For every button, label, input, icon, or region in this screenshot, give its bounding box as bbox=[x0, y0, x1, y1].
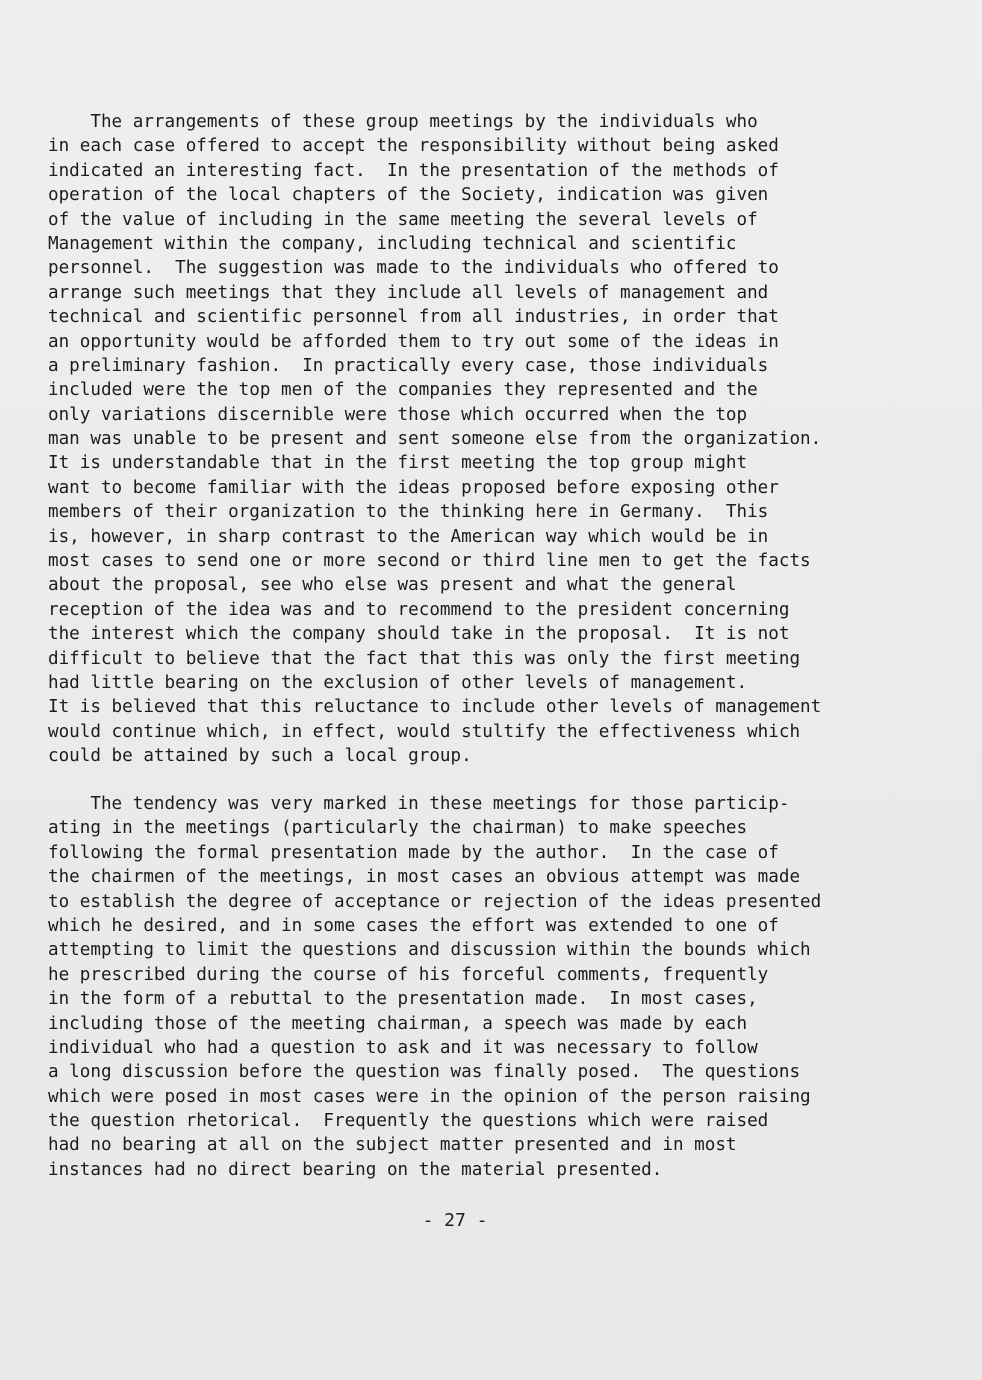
text-line: about the proposal, see who else was present and what the general bbox=[48, 575, 737, 596]
text-line: instances had no direct bearing on the material presented. bbox=[48, 1159, 663, 1180]
text-line: arrange such meetings that they include all levels of management and bbox=[48, 282, 769, 303]
text-line: difficult to believe that the fact that this was only the first meeting bbox=[48, 648, 801, 669]
text-line: to establish the degree of acceptance or rejection of the ideas presented bbox=[48, 891, 822, 912]
text-line: a long discussion before the question was finally posed. The questions bbox=[48, 1062, 801, 1083]
text-line: in the form of a rebuttal to the presentation made. In most cases, bbox=[48, 989, 758, 1010]
text-line: operation of the local chapters of the Society, indication was given bbox=[48, 185, 769, 206]
text-line: would continue which, in effect, would stultify the effectiveness which bbox=[48, 721, 801, 742]
text-line: the question rhetorical. Frequently the questions which were raised bbox=[48, 1111, 769, 1132]
text-line: included were the top men of the companies they represented and the bbox=[48, 380, 758, 401]
text-line: most cases to send one or more second or third line men to get the facts bbox=[48, 551, 811, 572]
text-line: reception of the idea was and to recommend to the president concerning bbox=[48, 599, 790, 620]
text-line: a preliminary fashion. In practically every case, those individuals bbox=[48, 355, 769, 376]
text-line: had no bearing at all on the subject matter presented and in most bbox=[48, 1135, 737, 1156]
text-line: man was unable to be present and sent someone else from the organization. bbox=[48, 429, 822, 450]
text-line: technical and scientific personnel from all industries, in order that bbox=[48, 307, 779, 328]
paragraph-speeches-tendency bbox=[48, 792, 928, 1182]
text-line: Management within the company, including technical and scientific bbox=[48, 233, 737, 254]
text-line: following the formal presentation made by the author. In the case of bbox=[48, 842, 779, 863]
text-line: the chairmen of the meetings, in most cases an obvious attempt was made bbox=[48, 867, 801, 888]
text-line: which were posed in most cases were in the opinion of the person raising bbox=[48, 1086, 811, 1107]
text-line: an opportunity would be afforded them to try out some of the ideas in bbox=[48, 331, 779, 352]
text-line: had little bearing on the exclusion of other levels of management. bbox=[48, 672, 748, 693]
page-number: - 27 - bbox=[422, 1210, 488, 1231]
text-line: he prescribed during the course of his forceful comments, frequently bbox=[48, 964, 769, 985]
text-line: only variations discernible were those which occurred when the top bbox=[48, 404, 748, 425]
text-line: could be attained by such a local group. bbox=[48, 746, 472, 767]
text-line: want to become familiar with the ideas proposed before exposing other bbox=[48, 477, 779, 498]
text-line: personnel. The suggestion was made to the individuals who offered to bbox=[48, 258, 779, 279]
text-line: is, however, in sharp contrast to the American way which would be in bbox=[48, 526, 769, 547]
text-line: members of their organization to the thinking here in Germany. This bbox=[48, 502, 769, 523]
text-line: individual who had a question to ask and it was necessary to follow bbox=[48, 1037, 758, 1058]
text-line: attempting to limit the questions and discussion within the bounds which bbox=[48, 940, 811, 961]
text-line: including those of the meeting chairman, a speech was made by each bbox=[48, 1013, 748, 1034]
text-line: the interest which the company should take in the proposal. It is not bbox=[48, 624, 790, 645]
text-line: indicated an interesting fact. In the presentation of the methods of bbox=[48, 160, 779, 181]
text-line: in each case offered to accept the responsibility without being asked bbox=[48, 136, 779, 157]
text-line: It is believed that this reluctance to include other levels of management bbox=[48, 697, 822, 718]
text-line: which he desired, and in some cases the effort was extended to one of bbox=[48, 915, 779, 936]
text-line: ating in the meetings (particularly the chairman) to make speeches bbox=[48, 818, 748, 839]
text-line: The arrangements of these group meetings by the individuals who bbox=[48, 112, 758, 132]
text-line: It is understandable that in the first meeting the top group might bbox=[48, 453, 748, 474]
paragraph-group-meeting-arrangements bbox=[48, 110, 928, 769]
text-line: The tendency was very marked in these meetings for those particip- bbox=[48, 794, 790, 814]
text-line: of the value of including in the same meeting the several levels of bbox=[48, 209, 758, 230]
